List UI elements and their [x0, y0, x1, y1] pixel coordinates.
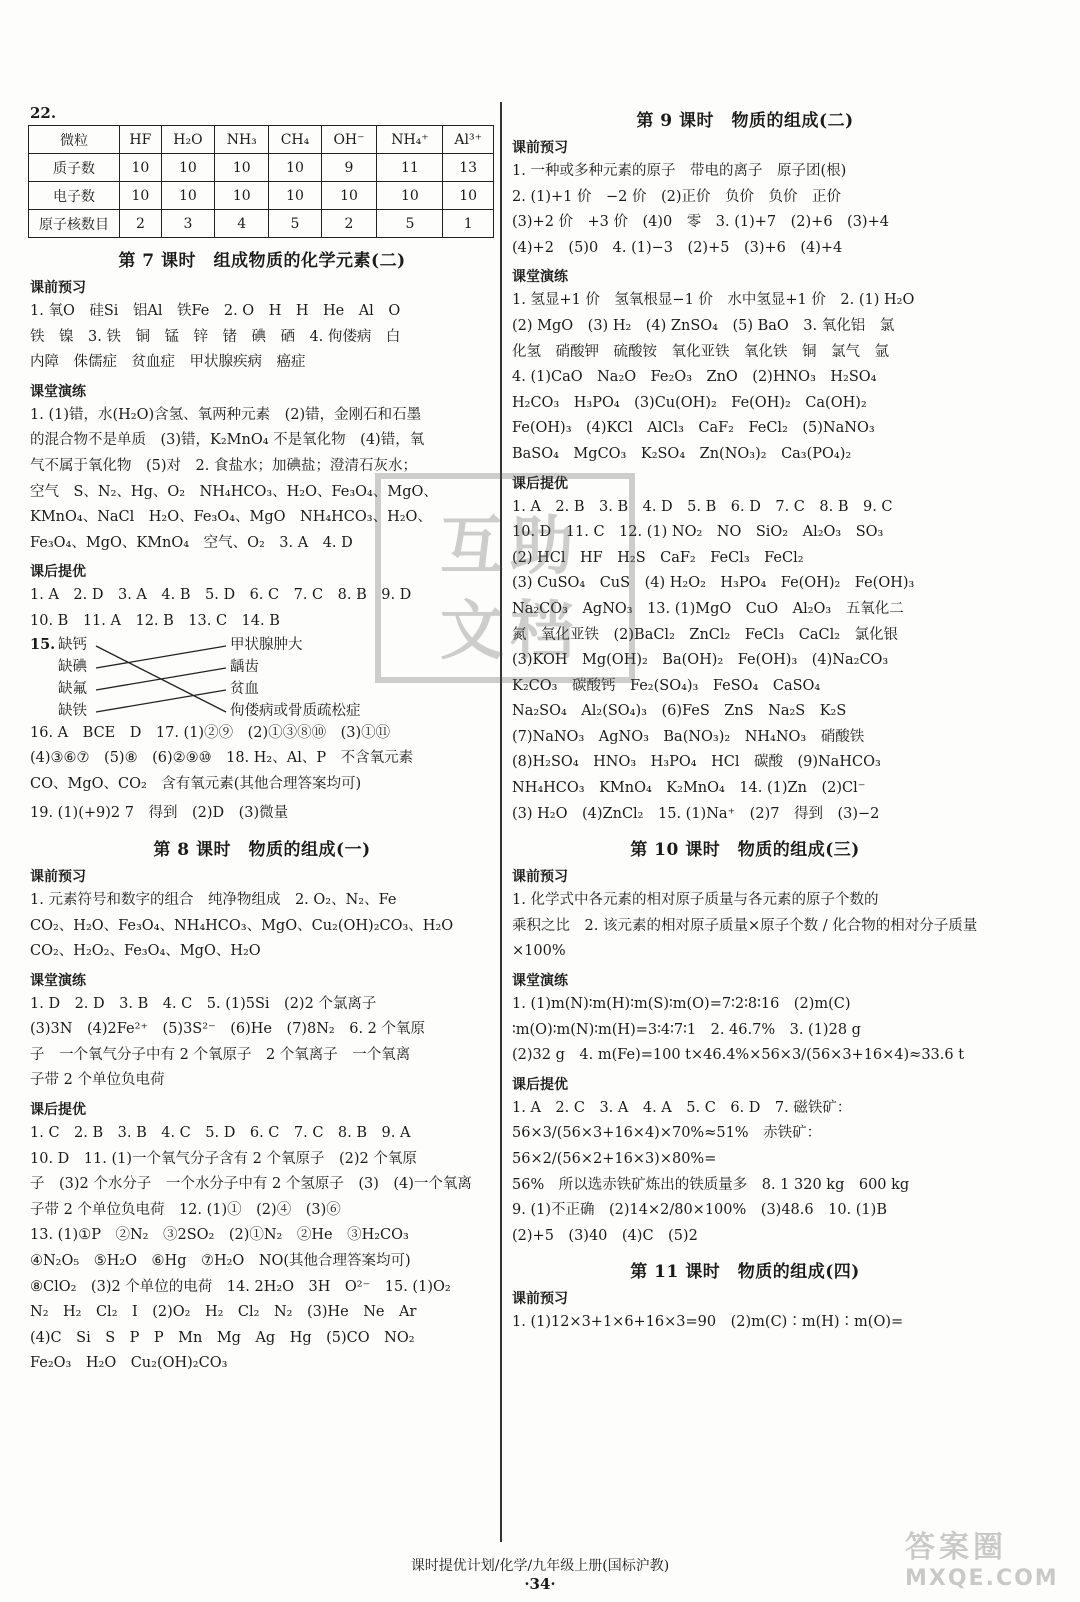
- table-cell: 10: [269, 182, 321, 210]
- table-cell: CH₄: [269, 126, 321, 154]
- lesson-8-after-text: 1. C 2. B 3. B 4. C 5. D 6. C 7. C 8. B 9. A 10. D 11. (1)一个氧气分子含有 2 个氧原子 (2)2 个氧原 子 (3)2 个水分子 一个水分子中有 2 个氢原子 (3) (4)一个氧离 子带 2 个单位负电荷 12. (1)① (2)④ (3)⑥ 13. (1)①P ②N₂ ③2SO₂ (2)①N₂ ②He ③H₂CO₃ ④N₂O₅ ⑤H₂O ⑥Hg ⑦H₂O NO(其他合理答案均可) ⑧ClO₂ (3)2 个单位的电荷 14. 2H₂O 3H O²⁻ 15. (1)O₂ N₂ H₂ Cl₂ I (2)O₂ H₂ Cl₂ N₂ (3)He Ne Ar (4)C Si S P P Mn Mg Ag Hg (5)CO NO₂ Fe₂O₃ H₂O Cu₂(OH)₂CO₃: [30, 1125, 472, 1372]
- table-row: [29, 210, 494, 238]
- table-cell: 13: [443, 154, 494, 182]
- watermark-url: MXQE.COM: [905, 1566, 1059, 1591]
- table-cell: Al³⁺: [443, 126, 494, 154]
- page-number: ·34·: [524, 1575, 556, 1593]
- lesson-8-class-text: 1. D 2. D 3. B 4. C 5. (1)5Si (2)2 个氯离子 (3)3N (4)2Fe²⁺ (5)3S²⁻ (6)He (7)8N₂ 6. 2 个氧原 子 一个氧气分子中有 2 个氧原子 2 个氧离子 一个氧离 子带 2 个单位负电荷: [30, 995, 426, 1089]
- section-label: 课前预习: [30, 868, 86, 885]
- section-label: 课堂演练: [512, 973, 568, 990]
- match-left-item: 缺碘: [58, 658, 87, 675]
- table-cell: 10: [215, 182, 269, 210]
- table-cell: 10: [321, 182, 377, 210]
- match-right-item: 甲状腺肿大: [230, 636, 303, 653]
- table-cell: 2: [120, 210, 162, 238]
- table-cell: 10: [161, 182, 214, 210]
- table-cell: 10: [215, 154, 269, 182]
- match-line: [96, 646, 226, 668]
- lesson-11-preview-text: 1. (1)12×3+1×6+16×3=90 (2)m(C)∶m(H)∶m(O)=: [512, 1314, 904, 1331]
- lesson-10-after-text: 1. A 2. C 3. A 4. A 5. C 6. D 7. 磁铁矿： 56×3/(56×3+16×4)×70%≈51% 赤铁矿：56×2/(56×2+16×3)×80%= 56% 所以选赤铁矿炼出的铁质量多 8. 1 320 kg 600 kg 9. (1)不正确 (2)14×2/80×100% (3)48.6 10. (1)B (2)+5 (3)40 (4)C (5)2: [512, 1099, 910, 1244]
- lesson-10-title: 第 10 课时 物质的组成(三): [630, 840, 860, 861]
- lesson-10-class-text: 1. (1)m(N)∶m(H)∶m(S)∶m(O)=7∶2∶8∶16 (2)m(C) ∶m(O)∶m(N)∶m(H)=3∶4∶7∶1 2. 46.7% 3. (1)28 g (2)32 g 4. m(Fe)=100 t×46.4%×56×3/(56×3+16×4)≈33.6 t: [512, 996, 965, 1064]
- stamp-char: 档: [510, 595, 574, 669]
- table-cell: 11: [377, 154, 443, 182]
- table-cell: 电子数: [29, 182, 120, 210]
- section-label: 课后提优: [512, 1076, 568, 1093]
- table-cell: H₂O: [161, 126, 214, 154]
- lesson-7-title: 第 7 课时 组成物质的化学元素(二): [118, 251, 406, 271]
- table-cell: 5: [377, 210, 443, 238]
- table-cell: OH⁻: [321, 126, 377, 154]
- match-right-item: 贫血: [230, 680, 259, 697]
- match-left-item: 缺铁: [58, 702, 87, 719]
- footer-book-title: 课时提优计划/化学/九年级上册(国标沪教): [410, 1558, 670, 1574]
- table-cell: 10: [120, 154, 162, 182]
- table-header-row: [29, 126, 494, 154]
- lesson-8-preview-text: 1. 元素符号和数字的组合 纯净物组成 2. O₂、N₂、Fe CO₂、H₂O、Fe₃O₄、NH₄HCO₃、MgO、Cu₂(OH)₂CO₃、H₂O CO₂、H₂O₂、Fe₃O₄、MgO、H₂O: [30, 891, 454, 960]
- lesson-7-class-text: 1. (1)错，水(H₂O)含氢、氧两种元素 (2)错，金刚石和石墨 的混合物不是单质 (3)错，K₂MnO₄ 不是氧化物 (4)错，氧 气不属于氧化物 (5)对 2. 食盐水；加碘盐；澄清石灰水； 空气 S、N₂、Hg、O₂ NH₄HCO₃、H₂O、Fe₃O₄、MgO、 KMnO₄、NaCl H₂O、Fe₃O₄、MgO NH₄HCO₃、H₂O、 Fe₃O₄、MgO、KMnO₄ 空气、O₂ 3. A 4. D: [30, 406, 438, 551]
- question-19-text: 19. (1)(+9)2 7 得到 (2)D (3)微量: [30, 805, 289, 822]
- table-cell: 质子数: [29, 154, 120, 182]
- section-label: 课堂演练: [30, 972, 86, 989]
- section-label: 课前预习: [512, 140, 568, 156]
- site-watermark: [905, 1522, 1070, 1594]
- right-column: [510, 100, 980, 1336]
- table-cell: HF: [120, 126, 162, 154]
- table-cell: 1: [443, 210, 494, 238]
- table-cell: 10: [161, 154, 214, 182]
- section-label: 课后提优: [512, 475, 568, 492]
- lesson-9-after-text: 1. A 2. B 3. B 4. D 5. B 6. D 7. C 8. B 9. C 10. D 11. C 12. (1) NO₂ NO SiO₂ Al₂O₃ SO₃ (2) HCl HF H₂S CaF₂ FeCl₃ FeCl₂ (3) CuSO₄ CuS (4) H₂O₂ H₃PO₄ Fe(OH)₂ Fe(OH)₃ Na₂CO₃ AgNO₃ 13. (1)MgO CuO Al₂O₃ 五氧化二 氮 氧化亚铁 (2)BaCl₂ ZnCl₂ FeCl₃ CaCl₂ 氯化银 (3)KOH Mg(OH)₂ Ba(OH)₂ Fe(OH)₃ (4)Na₂CO₃ K₂CO₃ 碳酸钙 Fe₂(SO₄)₃ FeSO₄ CaSO₄ Na₂SO₄ Al₂(SO₄)₃ (6)FeS ZnS Na₂S K₂S (7)NaNO₃ AgNO₃ Ba(NO₃)₂ NH₄NO₃ 硝酸铁 (8)H₂SO₄ HNO₃ H₃PO₄ HCl 碳酸 (9)NaHCO₃ NH₄HCO₃ KMnO₄ K₂MnO₄ 14. (1)Zn (2)Cl⁻ (3) H₂O (4)ZnCl₂ 15. (1)Na⁺ (2)7 得到 (3)−2: [512, 498, 915, 822]
- table-cell: NH₄⁺: [377, 126, 443, 154]
- lesson-9-preview-text: 1. 一种或多种元素的原子 带电的离子 原子团(根) 2. (1)+1 价 −2 价 (2)正价 负价 负价 正价 (3)+2 价 +3 价 (4)0 零 3. (1)+7 (2)+6 (3)+4 (4)+2 (5)0 4. (1)−3 (2)+5 (3)+6 (4)+4: [512, 163, 889, 256]
- section-label: 课前预习: [30, 280, 86, 296]
- section-label: 课后提优: [30, 1102, 86, 1119]
- lesson-8-title: 第 8 课时 物质的组成(一): [153, 839, 371, 860]
- match-left-item: 缺钙: [58, 636, 87, 653]
- table-cell: 5: [269, 210, 321, 238]
- table-cell: 10: [443, 182, 494, 210]
- table-cell: 3: [161, 210, 214, 238]
- table-cell: 10: [120, 182, 162, 210]
- lesson-11-title: 第 11 课时 物质的组成(四): [630, 1262, 860, 1283]
- question-22-number: 22.: [30, 104, 57, 122]
- watermark-logo: 答案圈: [905, 1530, 1007, 1565]
- table-cell: 2: [321, 210, 377, 238]
- section-label: 课堂演练: [30, 383, 86, 400]
- stamp-char: 互: [440, 510, 504, 584]
- particle-table: [28, 125, 494, 238]
- match-right-item: 佝偻病或骨质疏松症: [230, 702, 361, 719]
- column-divider: [500, 102, 502, 1542]
- section-label: 课后提优: [30, 564, 86, 581]
- lesson-9-class-text: 1. 氢显+1 价 氢氧根显−1 价 水中氢显+1 价 2. (1) H₂O (2) MgO (3) H₂ (4) ZnSO₄ (5) BaO 3. 氧化铝 氯 化氢 硝酸钾 硫酸铵 氧化亚铁 氧化铁 铜 氯气 氩 4. (1)CaO Na₂O Fe₂O₃ ZnO (2)HNO₃ H₂SO₄ H₂CO₃ H₃PO₄ (3)Cu(OH)₂ Fe(OH)₂ Ca(OH)₂ Fe(OH)₃ (4)KCl AlCl₃ CaF₂ FeCl₂ (5)NaNO₃ BaSO₄ MgCO₃ K₂SO₄ Zn(NO₃)₂ Ca₃(PO₄)₂: [512, 292, 915, 462]
- stamp-char: 助: [510, 510, 574, 584]
- stamp-watermark: [370, 468, 640, 688]
- question-15-number: 15.: [30, 635, 56, 653]
- lesson-7-after-text: 1. A 2. D 3. A 4. B 5. D 6. C 7. C 8. B 9. D 10. B 11. A 12. B 13. C 14. B: [30, 587, 412, 629]
- match-line: [96, 690, 226, 712]
- table-cell: 10: [377, 182, 443, 210]
- match-right-item: 龋齿: [230, 658, 259, 675]
- section-label: 课堂演练: [512, 269, 568, 286]
- lesson-7-preview-text: 1. 氧O 硅Si 铝Al 铁Fe 2. O H H He Al O 铁 镍 3. 铁 铜 锰 锌 锗 碘 硒 4. 佝偻病 白 内障 侏儒症 贫血症 甲状腺疾病 癌症: [30, 303, 401, 371]
- lesson-10-preview-text: 1. 化学式中各元素的相对原子质量与各元素的原子个数的 乘积之比 2. 该元素的相对原子质量×原子个数 / 化合物的相对分子质量 ×100%: [512, 892, 978, 960]
- table-row: [29, 154, 494, 182]
- left-column: [28, 100, 496, 1377]
- table-cell: 9: [321, 154, 377, 182]
- match-line: [96, 668, 226, 690]
- section-label: 课前预习: [512, 869, 568, 886]
- table-cell: 微粒: [29, 126, 120, 154]
- table-cell: 10: [269, 154, 321, 182]
- match-left-item: 缺氟: [58, 680, 87, 697]
- table-row: [29, 182, 494, 210]
- table-cell: NH₃: [215, 126, 269, 154]
- lesson-7-after-text-2: 16. A BCE D 17. (1)②⑨ (2)①③⑧⑩ (3)①⑪ (4)③⑥⑦ (5)⑧ (6)②⑨⑩ 18. H₂、Al、P 不含氧元素 CO、MgO、CO₂ 含有氧元素(其他合理答案均可): [30, 724, 414, 792]
- table-cell: 4: [215, 210, 269, 238]
- lesson-9-title: 第 9 课时 物质的组成(二): [636, 111, 854, 131]
- table-cell: 原子核数目: [29, 210, 120, 238]
- stamp-char: 文: [440, 595, 504, 669]
- section-label: 课前预习: [512, 1291, 568, 1308]
